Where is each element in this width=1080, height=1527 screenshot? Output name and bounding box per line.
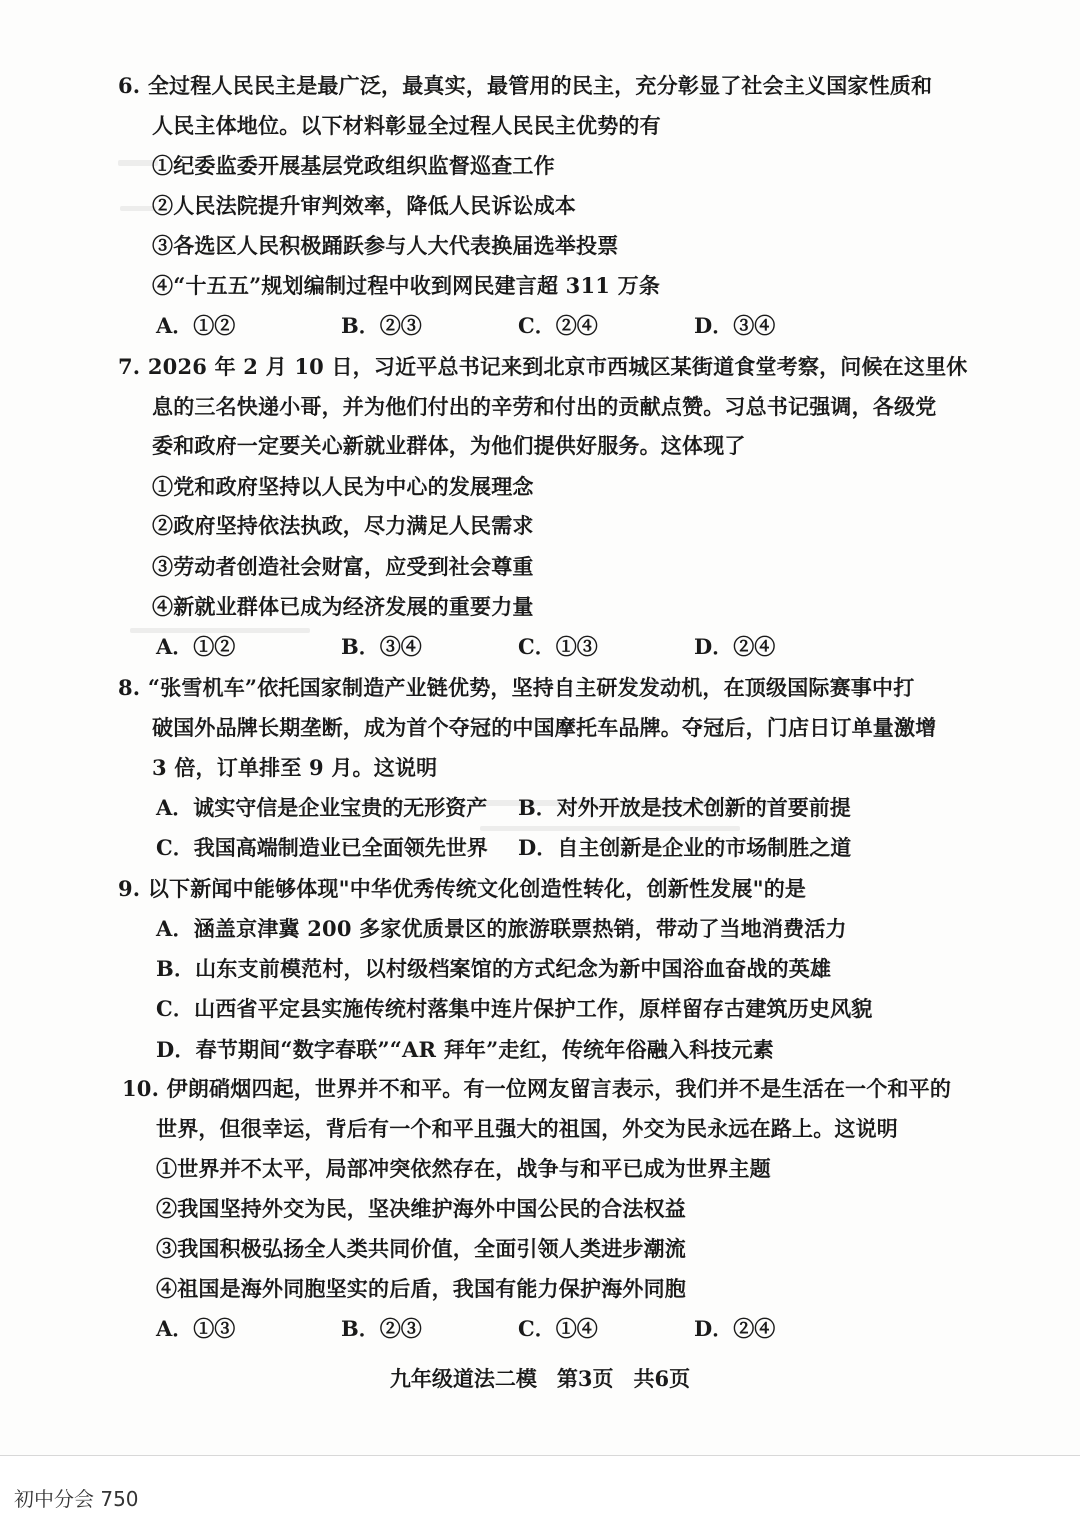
- q6-item-1: ①纪委监委开展基层党政组织监督巡查工作: [152, 153, 555, 178]
- q7-option-a[interactable]: A．①②: [156, 634, 236, 659]
- q6-item-4: ④“十五五”规划编制过程中收到网民建言超 311 万条: [152, 273, 661, 298]
- q9-option-b[interactable]: B．山东支前模范村，以村级档案馆的方式纪念为新中国浴血奋战的英雄: [156, 956, 832, 981]
- q7-option-b[interactable]: B．③④: [341, 634, 422, 659]
- page-footer: [0, 1365, 1080, 1393]
- watermark-label: 初中分会 750: [14, 1487, 139, 1511]
- q10-stem-line-2: 世界，但很幸运，背后有一个和平且强大的祖国，外交为民永远在路上。这说明: [156, 1116, 898, 1141]
- q7-stem-line-3: 委和政府一定要关心新就业群体，为他们提供好服务。这体现了: [152, 433, 746, 458]
- q10-option-a[interactable]: A．①③: [156, 1316, 236, 1341]
- q7-stem-line-1: 7. 2026 年 2 月 10 日，习近平总书记来到北京市西城区某街道食堂考察，问候在这里休: [118, 354, 968, 379]
- q10-item-4: ④祖国是海外同胞坚实的后盾，我国有能力保护海外同胞: [156, 1276, 686, 1301]
- q7-item-3: ③劳动者创造社会财富，应受到社会尊重: [152, 554, 534, 579]
- q8-stem-line-1: 8. “张雪机车”依托国家制造产业链优势，坚持自主研发发动机，在顶级国际赛事中打: [118, 675, 915, 700]
- q7-option-c[interactable]: C．①③: [518, 634, 598, 659]
- q6-option-d[interactable]: D．③④: [694, 313, 776, 338]
- q7-option-d[interactable]: D．②④: [694, 634, 776, 659]
- q9-option-c[interactable]: C．山西省平定县实施传统村落集中连片保护工作，原样留存古建筑历史风貌: [156, 996, 873, 1021]
- q9-option-a[interactable]: A．涵盖京津冀 200 多家优质景区的旅游联票热销，带动了当地消费活力: [156, 916, 847, 941]
- q7-item-1: ①党和政府坚持以人民为中心的发展理念: [152, 474, 534, 499]
- q8-option-a[interactable]: A．诚实守信是企业宝贵的无形资产: [156, 795, 488, 820]
- q6-option-a[interactable]: A．①②: [156, 313, 236, 338]
- q10-option-c[interactable]: C．①④: [518, 1316, 598, 1341]
- footer-page-number: 第3页: [556, 1366, 614, 1391]
- scan-smudge: [120, 206, 156, 211]
- q10-item-1: ①世界并不太平，局部冲突依然存在，战争与和平已成为世界主题: [156, 1156, 771, 1181]
- footer-total-pages: 共6页: [633, 1366, 691, 1391]
- q8-option-c[interactable]: C．我国高端制造业已全面领先世界: [156, 835, 488, 860]
- q10-option-b[interactable]: B．②③: [341, 1316, 422, 1341]
- scan-smudge: [480, 826, 740, 831]
- q8-stem-line-3: 3 倍，订单排至 9 月。这说明: [152, 755, 438, 780]
- q7-options: [156, 633, 976, 661]
- q10-options: [156, 1315, 976, 1343]
- q7-item-2: ②政府坚持依法执政，尽力满足人民需求: [152, 513, 534, 538]
- q6-item-3: ③各选区人民积极踊跃参与人大代表换届选举投票: [152, 233, 619, 258]
- q8-option-d[interactable]: D．自主创新是企业的市场制胜之道: [518, 835, 852, 860]
- q10-stem-line-1: 10. 伊朗硝烟四起，世界并不和平。有一位网友留言表示，我们并不是生活在一个和平的: [122, 1076, 952, 1101]
- q6-item-2: ②人民法院提升审判效率，降低人民诉讼成本: [152, 193, 576, 218]
- q8-stem-line-2: 破国外品牌长期垄断，成为首个夺冠的中国摩托车品牌。夺冠后，门店日订单量激增: [152, 715, 937, 740]
- q10-item-3: ③我国积极弘扬全人类共同价值，全面引领人类进步潮流: [156, 1236, 686, 1261]
- q7-stem-line-2: 息的三名快递小哥，并为他们付出的辛劳和付出的贡献点赞。习总书记强调，各级党: [152, 394, 937, 419]
- q9-option-d[interactable]: D．春节期间“数字春联”“AR 拜年”走红，传统年俗融入科技元素: [156, 1037, 774, 1062]
- q8-options-row-1: [156, 794, 976, 822]
- q6-option-b[interactable]: B．②③: [341, 313, 422, 338]
- q7-item-4: ④新就业群体已成为经济发展的重要力量: [152, 594, 534, 619]
- q6-option-c[interactable]: C．②④: [518, 313, 598, 338]
- q10-item-2: ②我国坚持外交为民，坚决维护海外中国公民的合法权益: [156, 1196, 686, 1221]
- q8-option-b[interactable]: B．对外开放是技术创新的首要前提: [518, 795, 851, 820]
- q8-options-row-2: [156, 834, 976, 862]
- q9-stem-line-1: 9. 以下新闻中能够体现"中华优秀传统文化创造性转化，创新性发展"的是: [118, 876, 807, 901]
- q6-options: [156, 312, 976, 340]
- q6-stem-line-1: 6. 全过程人民民主是最广泛，最真实，最管用的民主，充分彰显了社会主义国家性质和: [118, 73, 933, 98]
- footer-exam-name: 九年级道法二模: [389, 1366, 537, 1391]
- q10-option-d[interactable]: D．②④: [694, 1316, 776, 1341]
- q6-stem-line-2: 人民主体地位。以下材料彰显全过程人民民主优势的有: [152, 113, 661, 138]
